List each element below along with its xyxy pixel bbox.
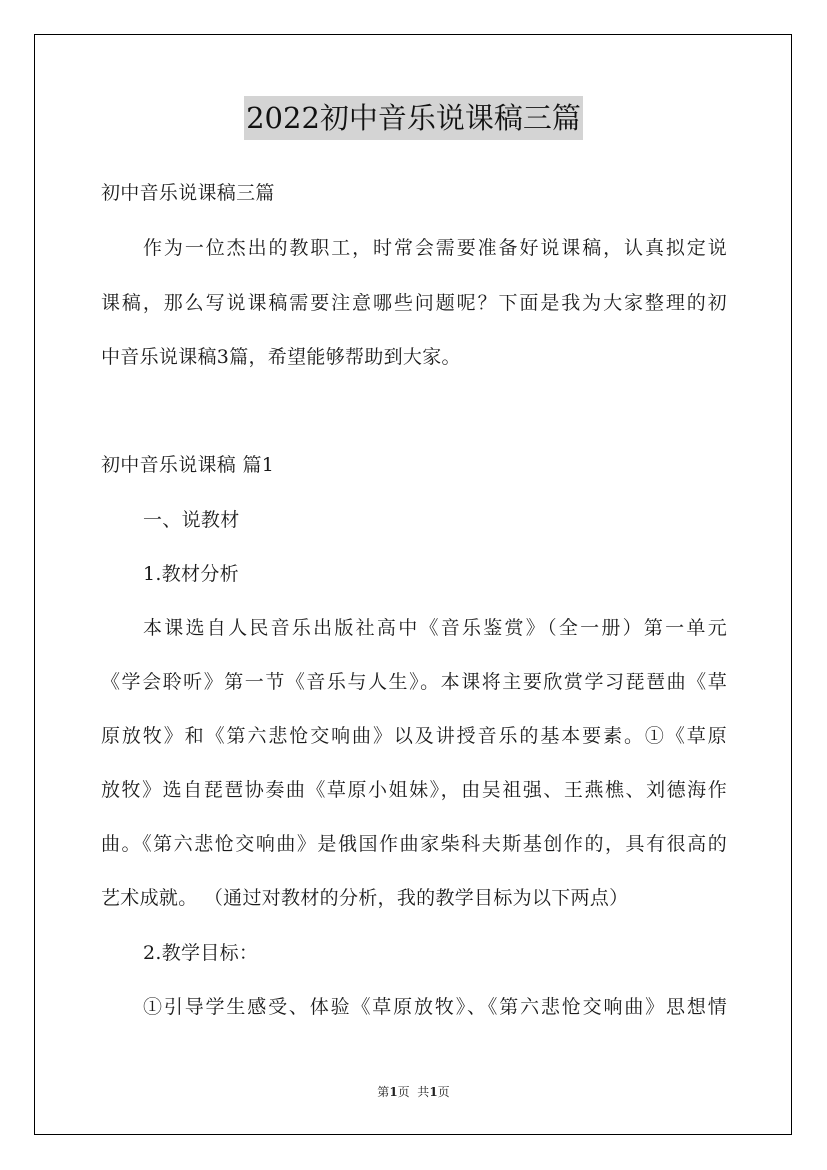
intro-line-1: 作为一位杰出的教职工，时常会需要准备好说课稿，认真拟定说 [143, 237, 727, 259]
footer-suffix: 页 [437, 1085, 450, 1099]
footer-page-number: 1 [389, 1085, 398, 1099]
footer-middle: 页 共 [397, 1085, 430, 1099]
heading-say-textbook: 一、说教材 [143, 509, 240, 531]
intro-line-3: 中音乐说课稿3篇，希望能够帮助到大家。 [101, 346, 461, 368]
footer-prefix: 第 [377, 1085, 390, 1099]
heading-textbook-analysis: 1.教材分析 [143, 563, 239, 585]
analysis-line-5: 曲。《第六悲怆交响曲》是俄国作曲家柴科夫斯基创作的，具有很高的 [101, 833, 727, 855]
heading-teaching-goals: 2.教学目标： [143, 942, 259, 964]
footer-page-total: 1 [429, 1085, 438, 1099]
analysis-line-6: 艺术成就。 （通过对教材的分析，我的教学目标为以下两点） [101, 887, 629, 909]
intro-line-2: 课稿，那么写说课稿需要注意哪些问题呢？下面是我为大家整理的初 [101, 292, 727, 314]
analysis-line-2: 《学会聆听》第一节《音乐与人生》。本课将主要欣赏学习琵琶曲《草 [101, 671, 727, 693]
document-subtitle: 初中音乐说课稿三篇 [101, 182, 275, 204]
document-title: 2022初中音乐说课稿三篇 [244, 96, 583, 140]
analysis-line-4: 放牧》选自琵琶协奏曲《草原小姐妹》，由吴祖强、王燕樵、刘德海作 [101, 779, 727, 801]
page-footer [0, 1084, 827, 1100]
title-container [0, 96, 827, 140]
analysis-line-3: 原放牧》和《第六悲怆交响曲》以及讲授音乐的基本要素。①《草原 [101, 725, 727, 747]
section-heading: 初中音乐说课稿 篇1 [101, 454, 275, 476]
analysis-line-1: 本课选自人民音乐出版社高中《音乐鉴赏》（全一册）第一单元 [143, 617, 727, 639]
goal-line-1: ①引导学生感受、体验《草原放牧》、《第六悲怆交响曲》思想情 [143, 996, 727, 1018]
